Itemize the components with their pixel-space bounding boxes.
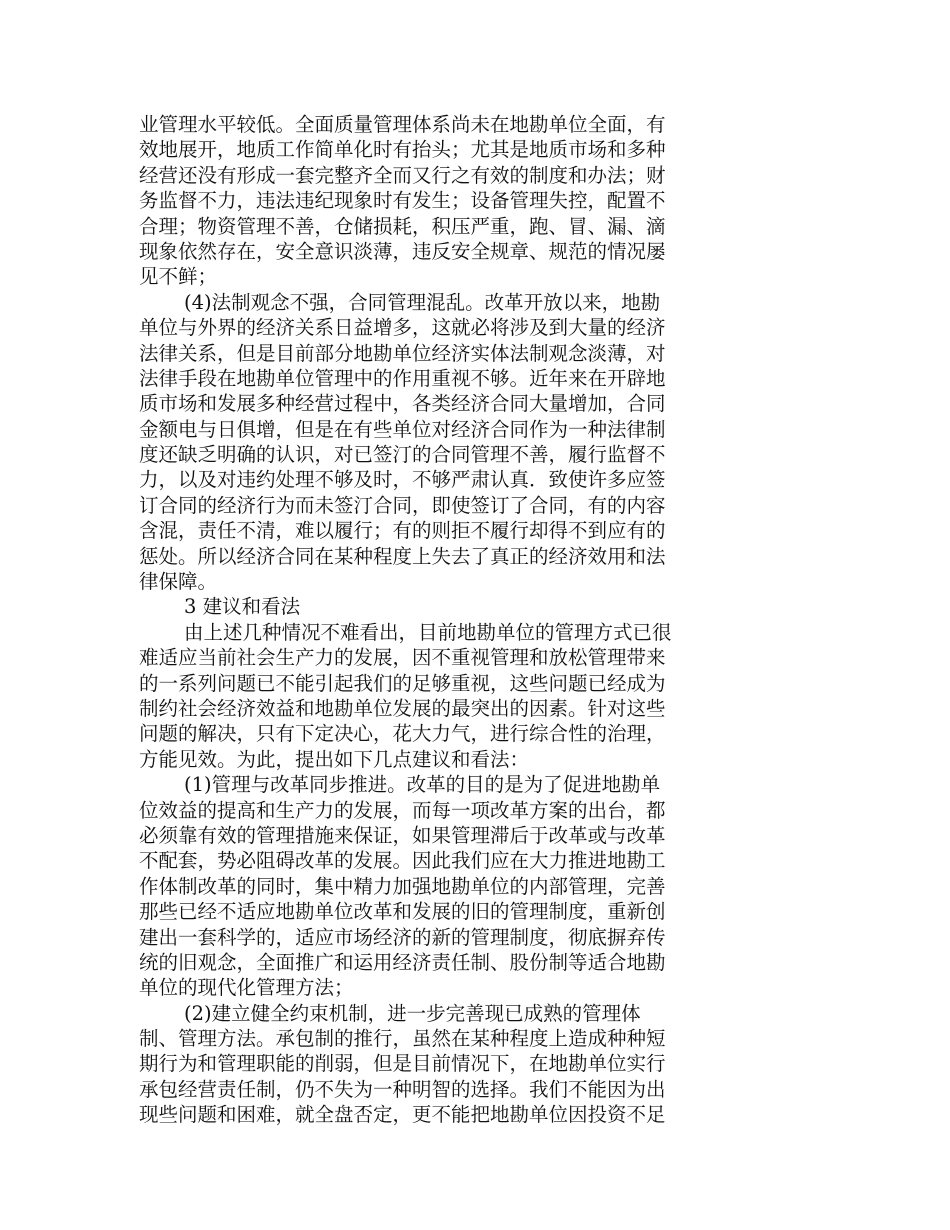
text-line: 不配套，势必阻碍改革的发展。因此我们应在大力推进地勘工 [139, 849, 666, 873]
text-line: 力，以及对违约处理不够及时，不够严肃认真．致使许多应签 [139, 468, 666, 492]
text-line: 位效益的提高和生产力的发展，而每一项改革方案的出台，都 [139, 798, 666, 822]
text-line: 法律关系，但是目前部分地勘单位经济实体法制观念淡薄，对 [139, 341, 666, 365]
text-line: 承包经营责任制，仍不失为一种明智的选择。我们不能因为出 [139, 1077, 666, 1101]
text-line: 制、管理方法。承包制的推行，虽然在某种程度上造成种种短 [139, 1027, 666, 1051]
text-line: 经营还没有形成一套完整齐全而又行之有效的制度和办法；财 [139, 163, 666, 187]
text-line: 效地展开，地质工作简单化时有抬头；尤其是地质市场和多种 [139, 138, 666, 162]
text-line: 的一系列问题已不能引起我们的足够重视，这些问题已经成为 [139, 671, 666, 695]
text-line: 必须靠有效的管理措施来保证，如果管理滞后于改革或与改革 [139, 823, 666, 847]
text-line: 务监督不力，违法违纪现象时有发生；设备管理失控，配置不 [139, 189, 666, 213]
text-line: 现象依然存在，安全意识淡薄，违反安全规章、规范的情况屡 [139, 239, 666, 263]
document-body [139, 112, 739, 1128]
text-line: 难适应当前社会生产力的发展，因不重视管理和放松管理带来 [139, 646, 666, 670]
text-line: 统的旧观念，全面推广和运用经济责任制、股份制等适合地勘 [139, 950, 666, 974]
text-line: 质市场和发展多种经营过程中，各类经济合同大量增加，合同 [139, 392, 666, 416]
text-line: 制约社会经济效益和地勘单位发展的最突出的因素。针对这些 [139, 696, 666, 720]
text-line: 合理；物资管理不善，仓储损耗，积压严重，跑、冒、漏、滴 [139, 214, 666, 238]
text-line: 作体制改革的同时，集中精力加强地勘单位的内部管理，完善 [139, 874, 666, 898]
paragraph-first-line: 3 建议和看法 [184, 595, 301, 619]
text-line: 问题的解决，只有下定决心，花大力气，进行综合性的治理， [139, 722, 666, 746]
text-line: 期行为和管理职能的削弱，但是目前情况下，在地勘单位实行 [139, 1052, 666, 1076]
text-line: 业管理水平较低。全面质量管理体系尚未在地勘单位全面，有 [139, 113, 666, 136]
text-line: 惩处。所以经济合同在某种程度上失去了真正的经济效用和法 [139, 544, 666, 568]
text-line: 现些问题和困难，就全盘否定，更不能把地勘单位因投资不足 [139, 1103, 666, 1127]
text-line: 度还缺乏明确的认识，对已签汀的合同管理不善，履行监督不 [139, 443, 666, 467]
text-line: 单位与外界的经济关系日益增多，这就必将涉及到大量的经济 [139, 316, 666, 340]
paragraph-first-line: (1)管理与改革同步推进。改革的目的是为了促进地勘单 [184, 773, 661, 797]
paragraph-first-line: (2)建立健全约束机制，进一步完善现已成熟的管理体 [184, 1001, 641, 1025]
text-line: 法律手段在地勘单位管理中的作用重视不够。近年来在开辟地 [139, 366, 666, 390]
text-line: 那些已经不适应地勘单位改革和发展的旧的管理制度，重新创 [139, 900, 666, 924]
text-line: 律保障。 [139, 570, 218, 594]
text-line: 见不鲜； [139, 265, 218, 289]
paragraph-first-line: 由上述几种情况不难看出，目前地勘单位的管理方式已很 [184, 620, 672, 644]
text-line: 金额电与日俱增，但是在有些单位对经济合同作为一种法律制 [139, 417, 666, 441]
text-line: 单位的现代化管理方法； [139, 976, 354, 1000]
paragraph-first-line: (4)法制观念不强，合同管理混乱。改革开放以来，地勘 [184, 290, 661, 314]
text-line: 订合同的经济行为而未签汀合同，即使签订了合同，有的内容 [139, 493, 666, 517]
text-line: 方能见效。为此，提出如下几点建议和看法： [139, 747, 530, 771]
text-line: 含混，责任不清，难以履行；有的则拒不履行却得不到应有的 [139, 519, 666, 543]
text-line: 建出一套科学的，适应市场经济的新的管理制度，彻底摒弃传 [139, 925, 666, 949]
